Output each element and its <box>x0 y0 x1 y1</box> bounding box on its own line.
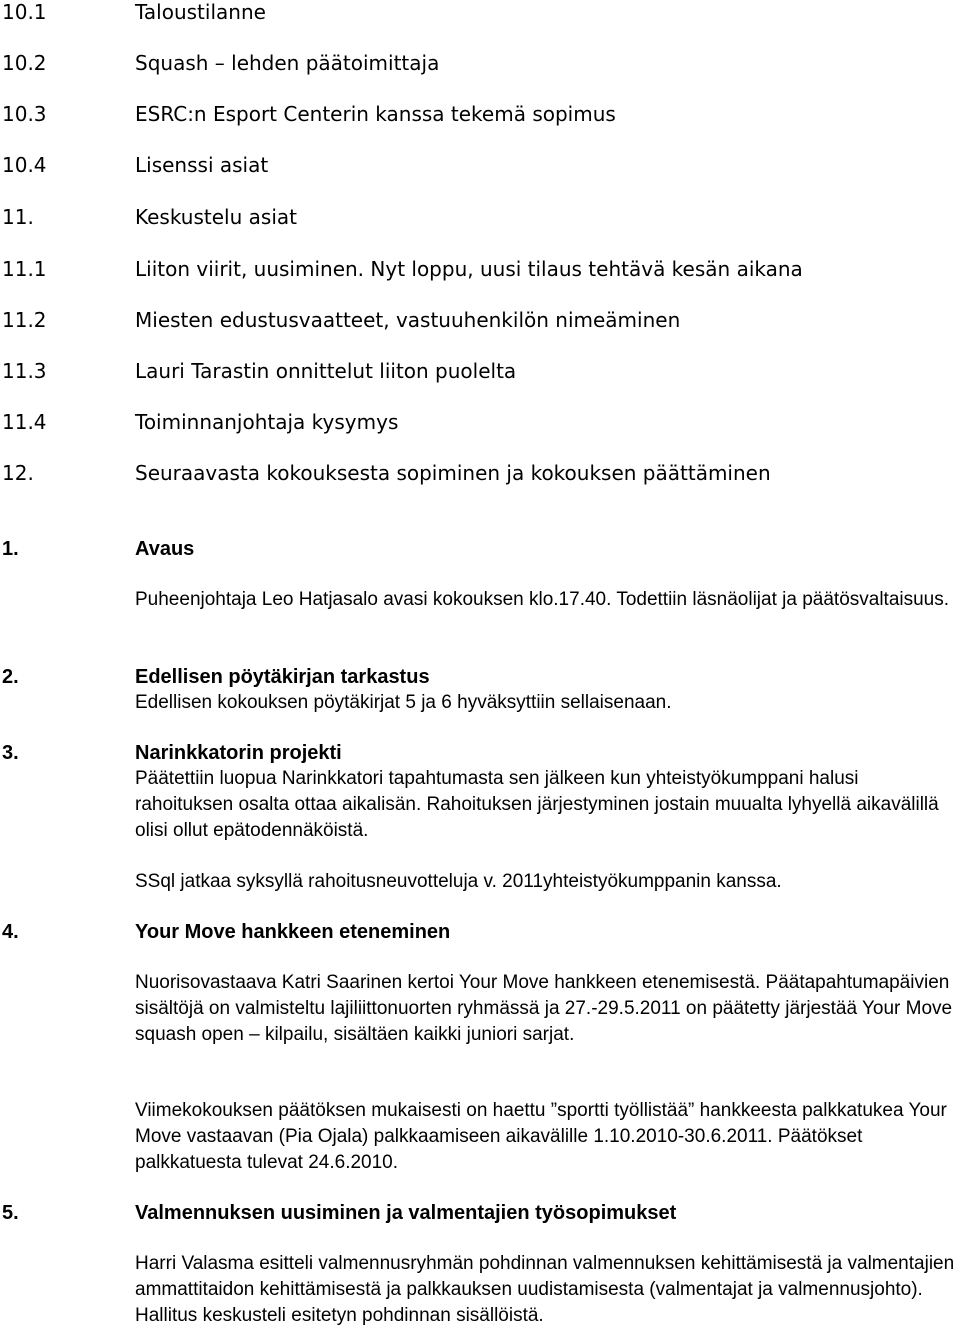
section-number: 3. <box>2 742 19 764</box>
agenda-text: Miesten edustusvaatteet, vastuuhenkilön nimeäminen <box>135 308 681 332</box>
agenda-number: 12. <box>2 461 34 485</box>
section-number: 2. <box>2 666 19 688</box>
agenda-item <box>0 461 960 491</box>
agenda-number: 11.3 <box>2 359 47 383</box>
agenda-text: Lisenssi asiat <box>135 153 269 177</box>
agenda-number: 11.4 <box>2 410 47 434</box>
agenda-item <box>0 0 960 30</box>
agenda-text: Toiminnanjohtaja kysymys <box>135 410 399 434</box>
section-title: Your Move hankkeen eteneminen <box>135 921 451 943</box>
section-paragraph: Päätettiin luopua Narinkkatori tapahtumasta sen jälkeen kun yhteistyökumppani halusi rahoituksen osalta ottaa aikalisän. Rahoituksen järjestyminen jostain muualta lyhyellä aikavälillä olisi ollut epätodennäköistä. <box>135 768 939 841</box>
agenda-item <box>0 153 960 183</box>
section-number: 1. <box>2 538 19 560</box>
section-number: 4. <box>2 921 19 943</box>
agenda-text: Taloustilanne <box>135 0 266 24</box>
section-title: Valmennuksen uusiminen ja valmentajien työsopimukset <box>135 1202 677 1224</box>
agenda-number: 11.2 <box>2 308 47 332</box>
agenda-item <box>0 205 960 235</box>
agenda-text: Seuraavasta kokouksesta sopiminen ja kokouksen päättäminen <box>135 461 771 485</box>
agenda-text: Liiton viirit, uusiminen. Nyt loppu, uusi tilaus tehtävä kesän aikana <box>135 257 803 281</box>
agenda-item <box>0 359 960 389</box>
section-paragraph: Edellisen kokouksen pöytäkirjat 5 ja 6 hyväksyttiin sellaisenaan. <box>135 692 672 713</box>
agenda-number: 11.1 <box>2 257 47 281</box>
section-paragraph: Nuorisovastaava Katri Saarinen kertoi Your Move hankkeen etenemisestä. Päätapahtumapäivien sisältöjä on valmisteltu lajiliittonuorten ryhmässä ja 27.-29.5.2011 on päätetty järjestää Your Move squash open – kilpailu, sisältäen kaikki juniori sarjat. <box>135 972 953 1045</box>
section-paragraph: Viimekokouksen päätöksen mukaisesti on haettu ”sportti työllistää” hankkeesta palkkatukea Your Move vastaavan (Pia Ojala) palkkaamiseen aikavälille 1.10.2010-30.6.2011. Päätökset palkkatuesta tulevat 24.6.2010. <box>135 1100 947 1173</box>
agenda-number: 10.1 <box>2 0 47 24</box>
agenda-text: Keskustelu asiat <box>135 205 297 229</box>
section-title: Narinkkatorin projekti <box>135 742 342 764</box>
agenda-item <box>0 51 960 81</box>
agenda-text: ESRC:n Esport Centerin kanssa tekemä sopimus <box>135 102 616 126</box>
section-title: Edellisen pöytäkirjan tarkastus <box>135 666 430 688</box>
section-paragraph: Harri Valasma esitteli valmennusryhmän pohdinnan valmennuksen kehittämisestä ja valmentajien ammattitaidon kehittämisestä ja palkkauksen uudistamisesta (valmentajat ja valmennusjohto). Hallitus keskusteli esitetyn pohdinnan sisällöistä. <box>135 1253 955 1326</box>
section-paragraph: SSql jatkaa syksyllä rahoitusneuvotteluja v. 2011yhteistyökumppanin kanssa. <box>135 871 782 892</box>
agenda-text: Squash – lehden päätoimittaja <box>135 51 440 75</box>
section-paragraph: Puheenjohtaja Leo Hatjasalo avasi kokouksen klo.17.40. Todettiin läsnäolijat ja päätösvaltaisuus. <box>135 589 950 610</box>
section-number: 5. <box>2 1202 19 1224</box>
agenda-item <box>0 102 960 132</box>
agenda-item <box>0 410 960 440</box>
agenda-item <box>0 257 960 287</box>
agenda-number: 10.2 <box>2 51 47 75</box>
section-title: Avaus <box>135 538 195 560</box>
agenda-number: 11. <box>2 205 34 229</box>
agenda-number: 10.3 <box>2 102 47 126</box>
agenda-number: 10.4 <box>2 153 47 177</box>
agenda-item <box>0 308 960 338</box>
agenda-text: Lauri Tarastin onnittelut liiton puolelta <box>135 359 517 383</box>
